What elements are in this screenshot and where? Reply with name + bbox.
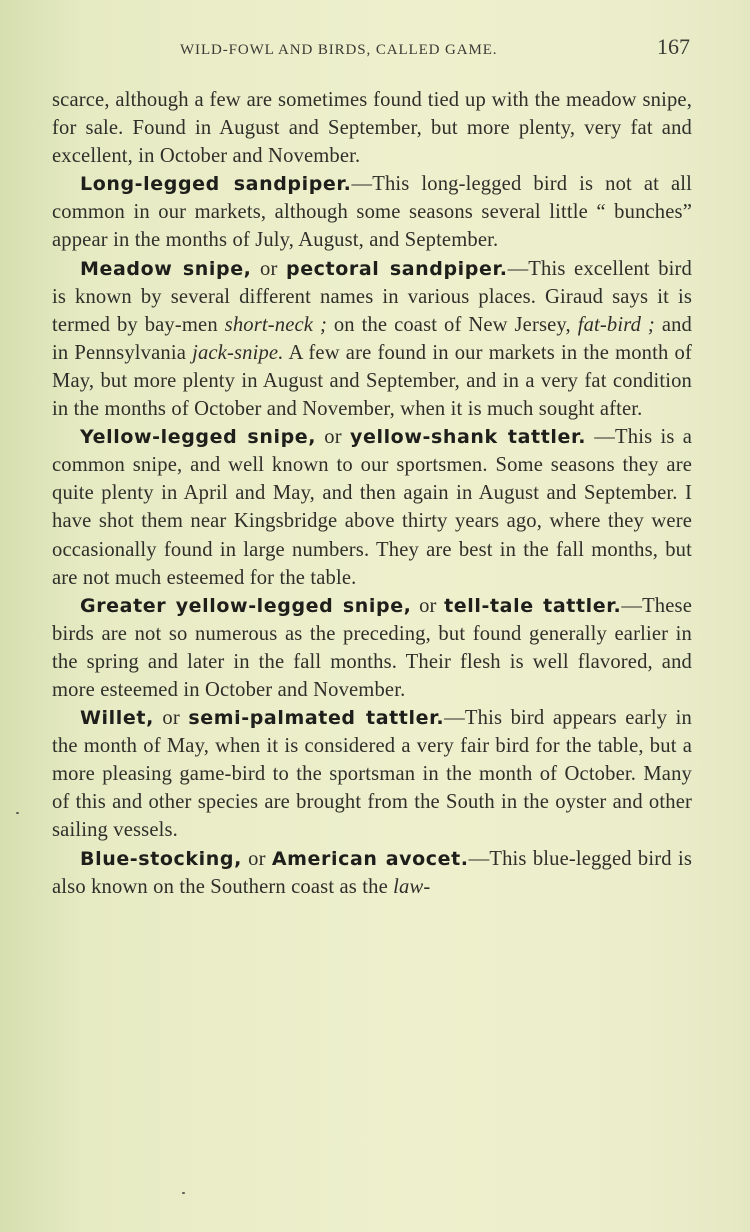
entry-italic-name: fat-bird ; xyxy=(577,313,655,336)
entry-term-alt: semi-palmated tattler. xyxy=(188,707,445,730)
entry-text: on the coast of New Jersey, xyxy=(326,313,578,336)
entry-text: —This is a common snipe, and well known to our sportsmen. Some seasons they are quite plenty in April and May, and then again in August and September. I have shot them near Kingsbridge above thirty years ago, where they were occasionally found in large numbers. They are best in the fall months, but are not much esteemed for the table. xyxy=(52,426,693,589)
entry-text: —This excellent bird is known by several different names in various places. Giraud says it is termed by bay-men xyxy=(52,257,692,336)
entry-term-alt: pectoral sandpiper. xyxy=(286,257,508,280)
entry-or: or xyxy=(316,426,350,449)
continuation-paragraph: scarce, although a few are sometimes found tied up with the meadow snipe, for sale. Found in August and September, but more plenty, very fat and excellent, in October and November. xyxy=(52,89,692,168)
entry-italic-name: jack-snipe. xyxy=(192,341,284,364)
entry-text: and in Pennsylvania xyxy=(52,313,693,364)
entry-text: —This blue-legged bird is also known on the Southern coast as the xyxy=(52,847,692,898)
entry-term: Greater yellow-legged snipe, xyxy=(80,594,412,617)
entry-yellow-legged-snipe xyxy=(52,423,692,592)
entry-term-alt: American avocet. xyxy=(271,847,469,870)
entry-blue-stocking xyxy=(52,845,692,901)
entry-text: A few are found in our markets in the month of May, but more plenty in August and September, and in a very fat condition in the months of October and November, when it is much sought after. xyxy=(52,341,692,421)
entry-or: or xyxy=(251,257,286,280)
entry-term: Willet, xyxy=(80,707,154,730)
entry-term: Blue-stocking, xyxy=(80,847,242,870)
entry-meadow-snipe xyxy=(52,255,692,424)
page-header xyxy=(52,34,692,64)
entry-italic-name: law- xyxy=(393,875,431,898)
entry-text: —This long-legged bird is not at all common in our markets, although some seasons several little “ bunches” appear in the months of July, August, and September. xyxy=(52,173,693,252)
entry-italic-name: short-neck ; xyxy=(224,313,327,336)
entry-text: —These birds are not so numerous as the preceding, but found generally earlier in the spring and later in the fall months. Their flesh is well flavored, and more esteemed in October and November. xyxy=(52,594,692,701)
running-head: WILD-FOWL AND BIRDS, CALLED GAME. xyxy=(180,42,498,58)
entry-term: Long-legged sandpiper. xyxy=(80,173,352,196)
entry-long-legged-sandpiper xyxy=(52,170,692,254)
entry-term: Yellow-legged snipe, xyxy=(80,426,317,449)
entry-or: or xyxy=(241,847,272,870)
entry-or: or xyxy=(411,594,445,617)
paper-speck xyxy=(182,1192,185,1194)
entry-term-alt: tell-tale tattler. xyxy=(444,594,622,617)
paper-speck xyxy=(16,812,19,814)
entry-term: Meadow snipe, xyxy=(80,257,252,280)
body-text xyxy=(52,86,692,901)
entry-text: —This bird appears early in the month of May, when it is considered a very fair bird for the table, but a more pleasing game-bird to the sportsman in the month of October. Many of this and other species are brought from the South in the oyster and other sailing vessels. xyxy=(52,707,692,842)
entry-greater-yellow-legged-snipe xyxy=(52,592,692,704)
entry-willet xyxy=(52,704,692,844)
entry-term-alt: yellow-shank tattler. xyxy=(349,426,587,449)
page-number: 167 xyxy=(657,34,690,59)
entry-or: or xyxy=(153,707,189,730)
